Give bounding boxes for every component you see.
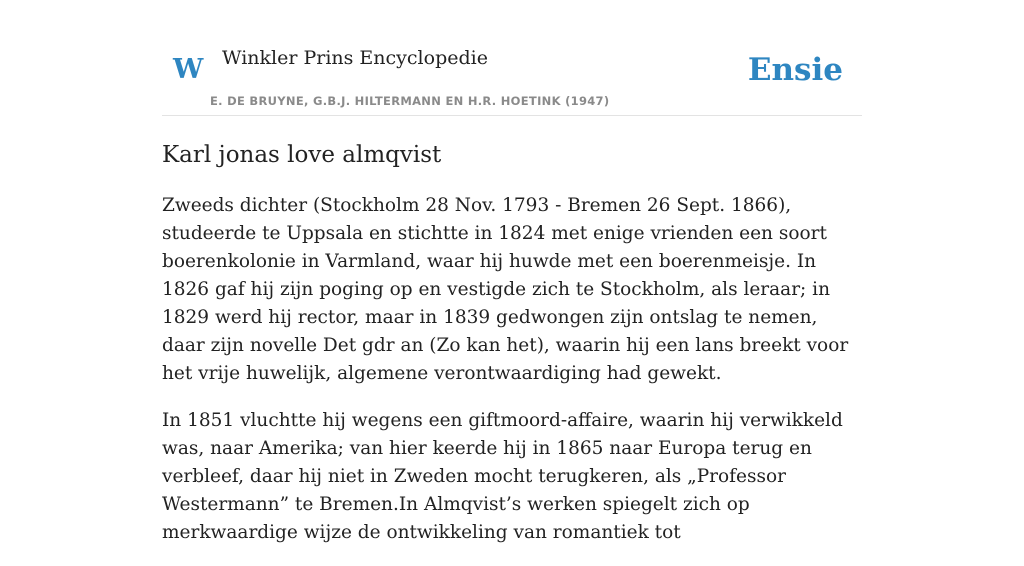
article-paragraph: In 1851 vluchtte hij wegens een giftmoord-affaire, waarin hij verwikkeld was, naar Amerika; van hier keerde hij in 1865 naar Europa terug en verbleef, daar hij niet in Zweden mocht terugkeren, als „Professor Westermann” te Bremen.In Almqvist’s werken spiegelt zich op merkwaardige wijze de ontwikkeling van romantiek tot (162, 410, 843, 543)
winkler-prins-logo[interactable]: W (173, 54, 204, 85)
site-header (162, 0, 862, 116)
source-title[interactable]: Winkler Prins Encyclopedie (222, 47, 488, 69)
article-title: Karl jonas love almqvist (162, 142, 442, 168)
ensie-logo[interactable]: Ensie (747, 52, 843, 88)
source-authors: E. DE BRUYNE, G.B.J. HILTERMANN EN H.R. HOETINK (1947) (210, 94, 610, 108)
page-container (162, 0, 862, 543)
article-paragraph: Zweeds dichter (Stockholm 28 Nov. 1793 - Bremen 26 Sept. 1866), studeerde te Uppsala en stichtte in 1824 met enige vrienden een soort boerenkolonie in Varmland, waar hij huwde met een boerenmeisje. In 1826 gaf hij zijn poging op en vestigde zich te Stockholm, als leraar; in 1829 werd hij rector, maar in 1839 gedwongen zijn ontslag te nemen, daar zijn novelle Det gdr an (Zo kan het), waarin hij een lans breekt voor het vrije huwelijk, algemene verontwaardiging had gewekt. (162, 195, 849, 384)
article-body (162, 192, 862, 566)
